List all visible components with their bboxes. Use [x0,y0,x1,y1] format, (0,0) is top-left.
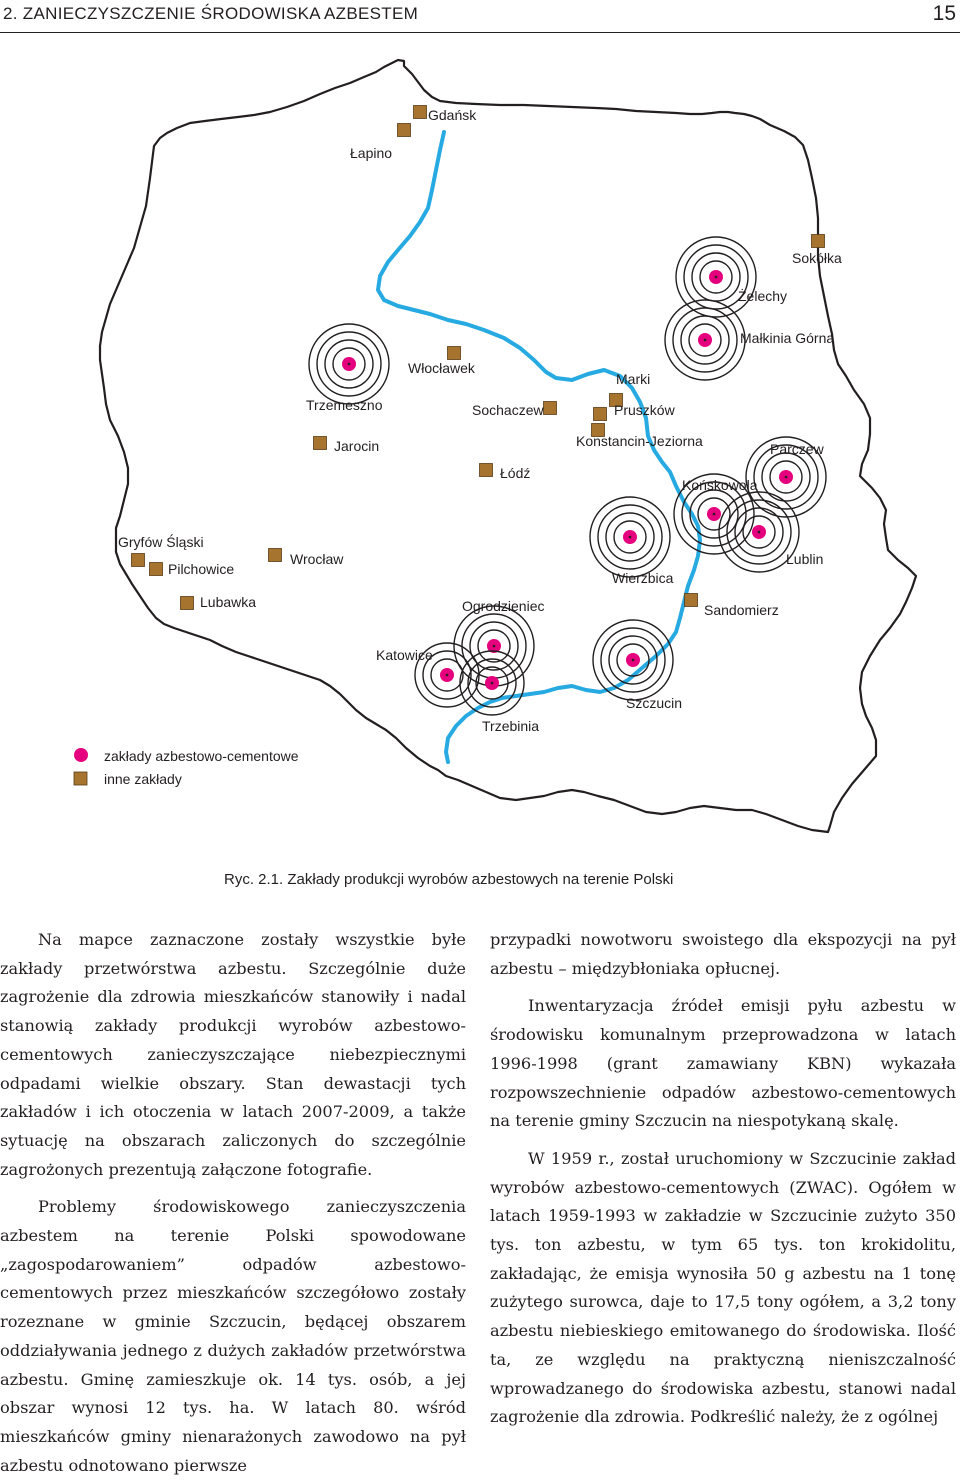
map-legend [74,748,299,787]
other-plant-marker [314,437,327,450]
asbestos-cement-site [309,324,389,404]
marker-center-dot [446,674,449,677]
marker-center-dot [629,536,632,539]
label-marki: Marki [616,371,651,387]
other-plant-marker [181,597,194,610]
figure-caption: Ryc. 2.1. Zakłady produkcji wyrobów azbestowych na terenie Polski [224,871,674,888]
asbestos-cement-site [590,497,670,577]
marker-center-dot [758,531,761,534]
other-plant-marker [150,563,163,576]
label-ogrodzieniec: Ogrodzieniec [462,598,545,614]
paragraph: Na mapce zaznaczone zostały wszystkie byłe zakłady przetwórstwa azbestu. Szczególnie duże zagrożenie dla zdrowia mieszkańców stanowiły i nadal stanowią zakłady produkcji wyrobów azbestowo-cementowych zanieczyszczające niebezpiecznymi odpadami wielkie obszary. Stan dewastacji tych zakładów i ich otoczenia w latach 2007-2009, a także sytuację na obszarach zaliczonych do szczególnie zagrożonych prezentują załączone fotografie. [0,930,466,1179]
label-pilchowice: Pilchowice [168,561,235,577]
other-plant-marker [448,347,461,360]
legend-other-marker [74,772,87,785]
marker-center-dot [493,645,496,648]
page-header [0,0,960,30]
marker-center-dot [713,513,716,516]
other-plant-marker [269,549,282,562]
text-column-right [490,926,956,1432]
legend-other-label: inne zakłady [104,771,182,787]
marker-center-dot [632,659,635,662]
marker-center-dot [785,476,788,479]
label-katowice: Katowice [376,647,433,663]
label-pruszkow: Pruszków [614,402,675,418]
label-konstancin: Konstancin-Jeziorna [576,433,703,449]
label-malkinia: Małkinia Górna [740,330,835,346]
label-jarocin: Jarocin [334,438,380,454]
label-trzemeszno: Trzemeszno [306,397,383,413]
paragraph: Problemy środowiskowego zanieczyszczenia azbestem na terenie Polski spowodowane „zagospodarowaniem” odpadów azbestowo-cementowych przez mieszkańców szczegółowo zostały rozeznane w gminie Szczucin, będącej obszarem oddziaływania jednego z dużych zakładów przetwórstwa azbestu. Gminę zamieszkuje ok. 14 tys. osób, a jej obszar wynosi 12 tys. ha. W latach 80. wśród mieszkańców gminy nienarażonych zawodowo na pył azbestu odnotowano pierwsze [0,1197,466,1475]
label-zelechy: Żelechy [738,288,788,304]
header-rule [0,32,960,33]
page-number: 15 [932,2,956,25]
label-sokolka: Sokółka [792,250,842,266]
label-lodz: Łódź [500,465,531,481]
other-plant-marker [414,106,427,119]
label-konskowola: Końskowola [682,477,758,493]
label-lapino: Łapino [350,145,393,161]
text-column-left [0,926,466,1480]
paragraph: przypadki nowotworu swoistego dla ekspozycji na pył azbestu – międzybłoniaka opłucnej. [490,930,956,978]
paragraph: Inwentaryzacja źródeł emisji pyłu azbestu w środowisku komunalnym przeprowadzona w latach 1996-1998 (grant zamawiany KBN) wykazała rozpowszechnienie odpadów azbestowo-cementowych na terenie gminy Szczucin na niespotykaną skalę. [490,996,956,1131]
poland-asbestos-map [0,40,960,860]
other-plant-marker [480,464,493,477]
other-plant-marker [812,235,825,248]
label-lubawka: Lubawka [200,594,257,610]
marker-center-dot [491,682,494,685]
paragraph: W 1959 r., został uruchomiony w Szczucinie zakład wyrobów azbestowo-cementowych (ZWAC). Ogółem w latach 1959-1993 w zakładzie w Szczucinie zużyto 350 tys. ton azbestu, w tym 65 tys. ton krokidolitu, zakładając, że emisja wynosiła 50 g azbestu na 1 tonę zużytego surowca, daje to 17,5 tony ogółem, a 3,2 tony azbestu niebieskiego emitowanego do środowiska. Ilość ta, ze względu na praktyczną nieniszczalność wprowadzanego do środowiska azbestu, stanowi nadal zagrożenie dla zdrowia. Podkreślić należy, że z ogólnej [490,1148,956,1427]
other-plant-marker [544,402,557,415]
other-plant-marker [594,408,607,421]
marker-center-dot [715,276,718,279]
label-wroclaw: Wrocław [290,551,344,567]
label-gdansk: Gdańsk [428,107,477,123]
marker-center-dot [704,339,707,342]
label-parczew: Parczew [770,441,824,457]
label-szczucin: Szczucin [626,695,683,711]
label-sochaczew: Sochaczew [472,402,544,418]
legend-asbestos-cement-marker [74,748,88,762]
label-wloclawek: Włocławek [408,360,475,376]
asbestos-cement-site [593,620,673,700]
asbestos-cement-site [676,237,756,317]
label-sandomierz: Sandomierz [704,602,779,618]
marker-center-dot [348,363,351,366]
chapter-title: 2. ZANIECZYSZCZENIE ŚRODOWISKA AZBESTEM [3,4,419,23]
other-plant-marker [132,554,145,567]
label-wierzbica: Wierzbica [612,570,674,586]
label-trzebinia: Trzebinia [482,718,540,734]
label-lublin: Lublin [786,551,824,567]
asbestos-cement-sites [309,237,826,715]
asbestos-cement-site [665,300,745,380]
other-plant-marker [685,594,698,607]
label-gryfow: Gryfów Śląski [118,534,204,550]
legend-asbestos-cement-label: zakłady azbestowo-cementowe [104,748,299,764]
other-plant-marker [398,124,411,137]
